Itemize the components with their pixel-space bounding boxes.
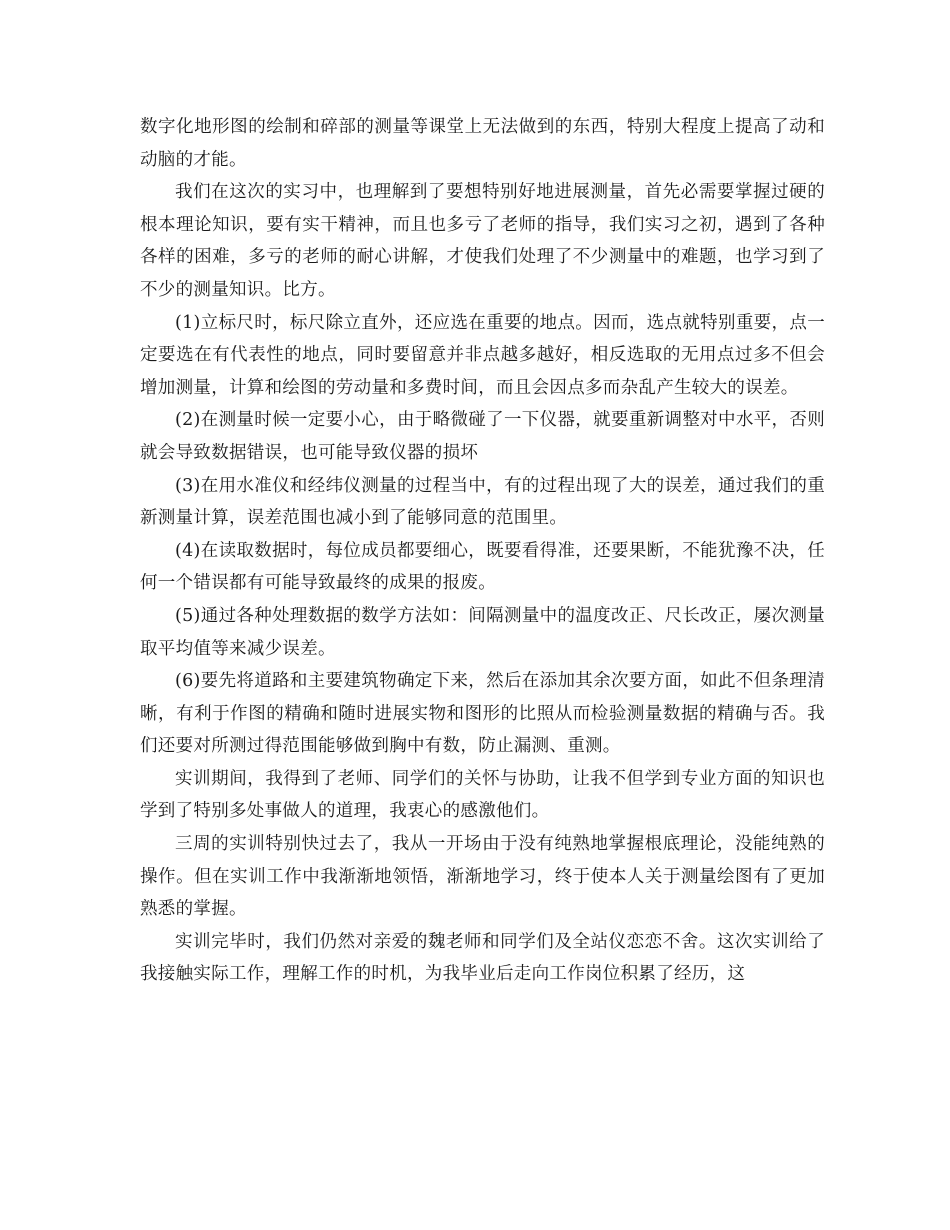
paragraph-three-weeks: 三周的实训特别快过去了，我从一开场由于没有纯熟地掌握根底理论，没能纯熟的操作。但在实训工作中我渐渐地领悟，渐渐地学习，终于使本人关于测量绘图有了更加熟悉的掌握。 (140, 834, 825, 920)
paragraph-item-4: (4)在读取数据时，每位成员都要细心，既要看得准，还要果断，不能犹豫不决，任何一个错误都有可能导致最终的成果的报废。 (140, 540, 825, 594)
paragraph-gratitude: 实训期间，我得到了老师、同学们的关怀与协助，让我不但学到专业方面的知识也学到了特别多处事做人的道理，我衷心的感激他们。 (140, 768, 825, 822)
paragraph-internship-understanding: 我们在这次的实习中，也理解到了要想特别好地进展测量，首先必需要掌握过硬的根本理论知识，要有实干精神，而且也多亏了老师的指导，我们实习之初，遇到了各种各样的困难，多亏的老师的耐心讲解，才使我们处理了不少测量中的难题，也学习到了不少的测量知识。比方。 (140, 182, 825, 300)
paragraph-item-1: (1)立标尺时，标尺除立直外，还应选在重要的地点。因而，选点就特别重要，点一定要选在有代表性的地点，同时要留意并非点越多越好，相反选取的无用点过多不但会增加测量，计算和绘图的劳动量和多费时间，而且会因点多而杂乱产生较大的误差。 (140, 312, 825, 398)
document-body (140, 111, 825, 991)
paragraph-item-6: (6)要先将道路和主要建筑物确定下来，然后在添加其余次要方面，如此不但条理清晰，有利于作图的精确和随时进展实物和图形的比照从而检验测量数据的精确与否。我们还要对所测过得范围能够做到胸中有数，防止漏测、重测。 (140, 671, 825, 757)
paragraph-conclusion: 实训完毕时，我们仍然对亲爱的魏老师和同学们及全站仪恋恋不舍。这次实训给了我接触实际工作，理解工作的时机，为我毕业后走向工作岗位积累了经历，这 (140, 931, 825, 985)
paragraph-continuation: 数字化地形图的绘制和碎部的测量等课堂上无法做到的东西，特别大程度上提高了动和动脑的才能。 (140, 117, 825, 170)
paragraph-item-5: (5)通过各种处理数据的数学方法如：间隔测量中的温度改正、尺长改正，屡次测量取平均值等来减少误差。 (140, 605, 825, 659)
paragraph-item-2: (2)在测量时候一定要小心，由于略微碰了一下仪器，就要重新调整对中水平，否则就会导致数据错误，也可能导致仪器的损坏 (140, 410, 825, 463)
paragraph-item-3: (3)在用水准仪和经纬仪测量的过程当中，有的过程出现了大的误差，通过我们的重新测量计算，误差范围也减小到了能够同意的范围里。 (140, 475, 825, 529)
